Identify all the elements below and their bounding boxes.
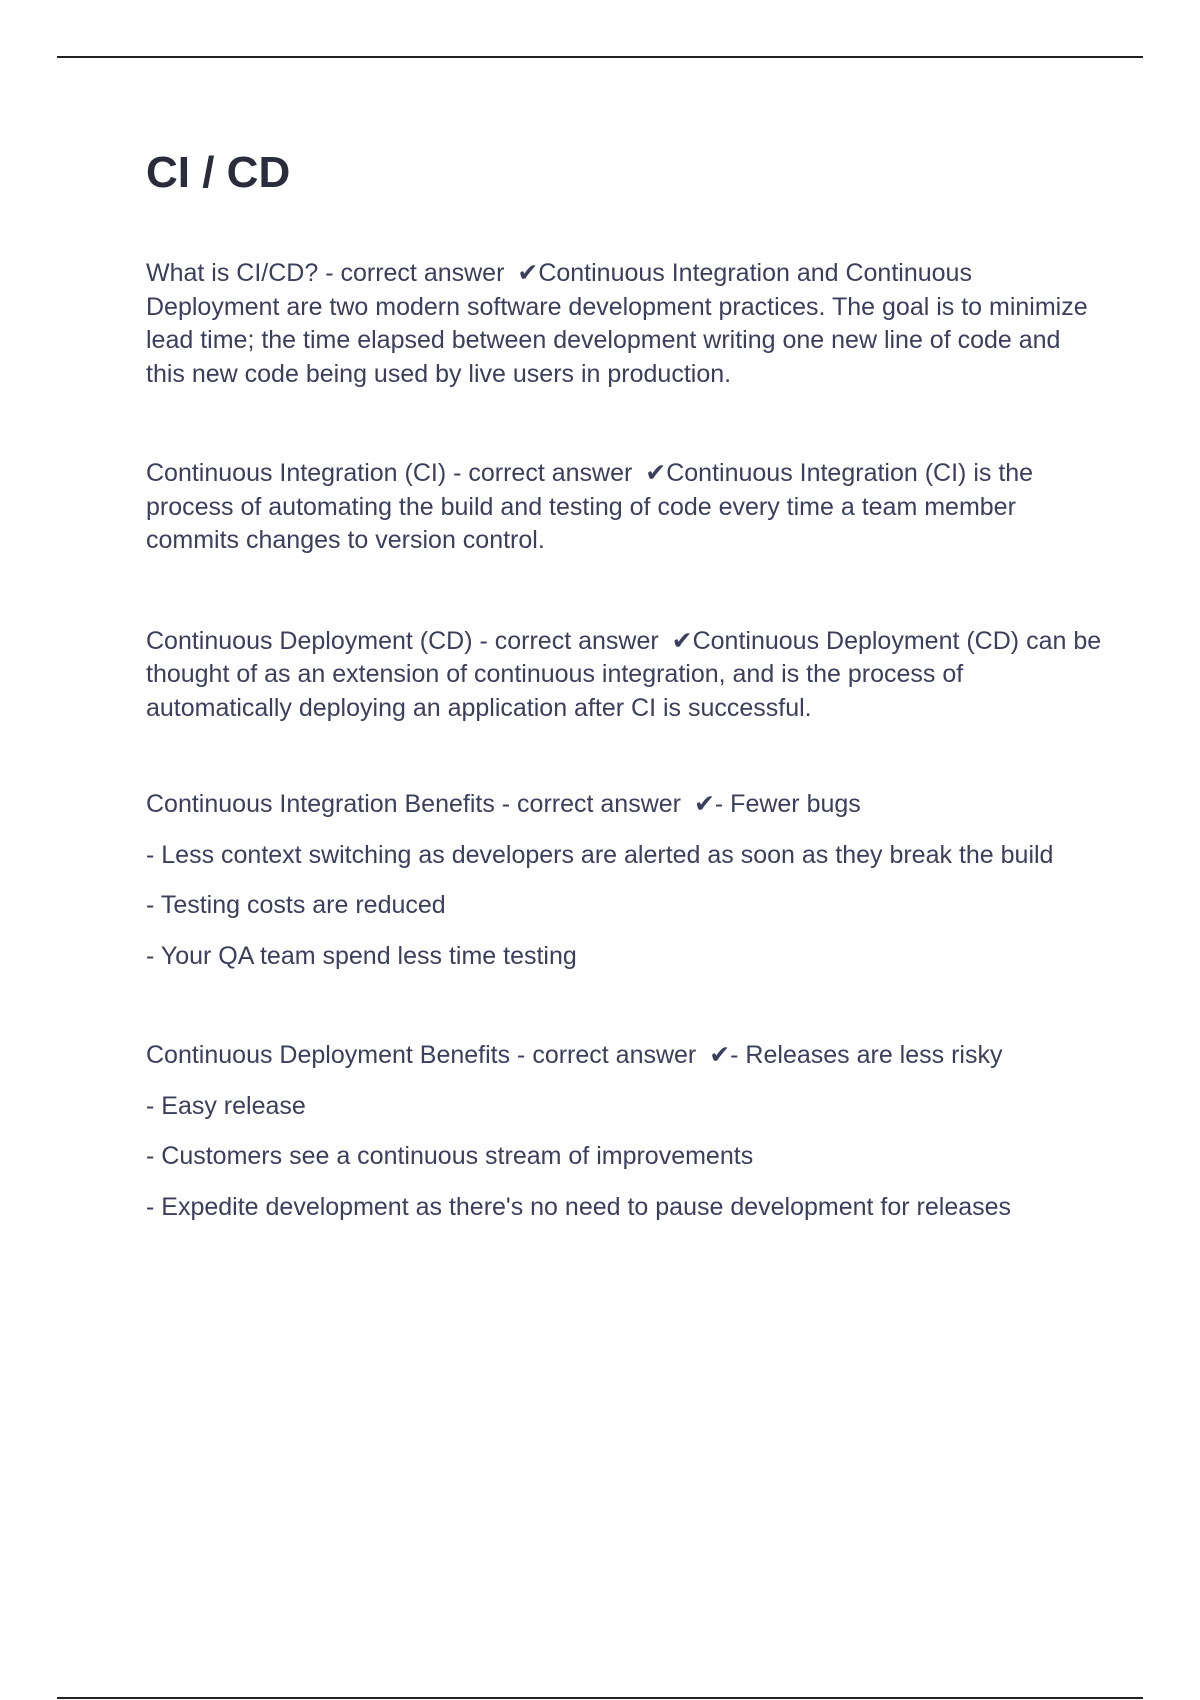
qa-question: Continuous Deployment Benefits - correct answer [146,1041,704,1069]
benefit-bullet: - Customers see a continuous stream of improvements [146,1142,754,1170]
qa-answer: Continuous Deployment (CD) can be thought of as an extension of continuous integration, and is the process of automatically deploying an application after CI is successful. [146,626,1102,722]
qa-item-continuous-integration [146,457,1106,558]
top-rule [57,56,1143,58]
check-icon: ✔ [671,626,693,655]
benefit-bullet: - Testing costs are reduced [146,891,446,919]
qa-paragraph [146,788,1106,822]
check-icon: ✔ [645,459,667,487]
qa-paragraph [146,1039,1106,1073]
qa-item-ci-benefits [146,788,1106,973]
qa-item-cd-benefits [146,1039,1106,1224]
qa-item-continuous-deployment [146,625,1106,726]
qa-question: Continuous Deployment (CD) - correct answer [146,626,666,655]
qa-question: Continuous Integration Benefits - correct answer [146,790,688,818]
qa-question: What is CI/CD? - correct answer [146,259,512,287]
benefit-bullet: - Expedite development as there's no need to pause development for releases [146,1192,1012,1221]
document-body [146,143,1106,1224]
qa-paragraph [146,625,1106,726]
qa-answer: Continuous Integration and Continuous Deployment are two modern software development practices. The goal is to minimize lead time; the time elapsed between development writing one new line of code and this new code being used by live users in production. [146,259,1088,388]
benefit-bullet: - Easy release [146,1091,306,1120]
qa-question: Continuous Integration (CI) - correct answer [146,459,640,487]
qa-answer: - Releases are less risky [730,1041,1003,1069]
benefit-bullet: - Your QA team spend less time testing [146,941,577,970]
qa-answer: Continuous Integration (CI) is the process of automating the build and testing of code every time a team member commits changes to version control. [146,459,1034,554]
benefit-bullet: - Less context switching as developers are alerted as soon as they break the build [146,840,1054,869]
bottom-rule [57,1697,1143,1699]
qa-item-what-is-cicd [146,257,1106,391]
check-icon: ✔ [517,259,539,287]
qa-paragraph [146,457,1106,558]
qa-paragraph [146,257,1106,391]
document-title: CI / CD [146,148,291,197]
check-icon: ✔ [709,1041,731,1069]
check-icon: ✔ [693,790,715,818]
qa-answer: - Fewer bugs [714,790,861,818]
